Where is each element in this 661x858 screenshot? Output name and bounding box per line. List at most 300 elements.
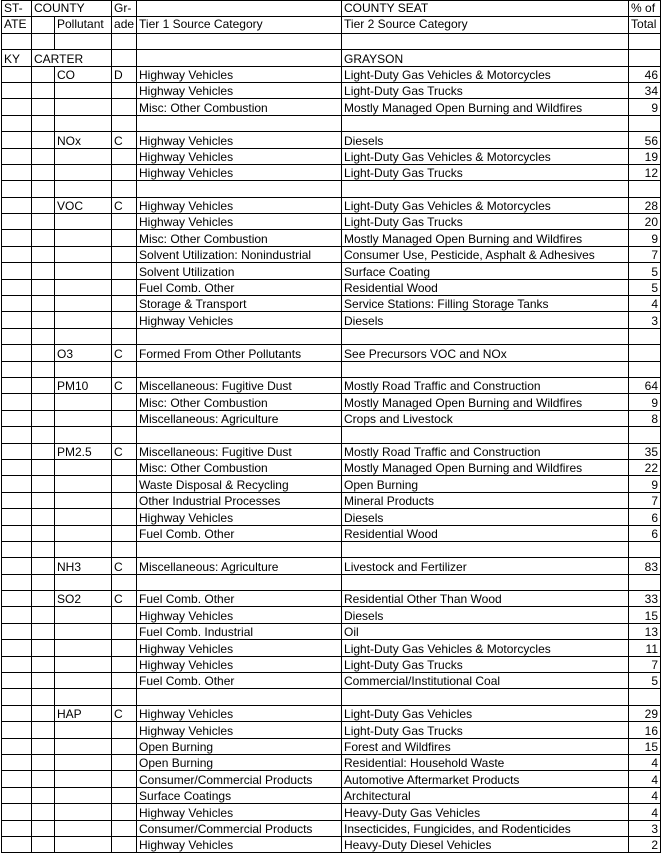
header-row-2	[2, 17, 661, 33]
tier2-cell: Mostly Road Traffic and Construction	[342, 443, 629, 459]
grade-cell	[112, 82, 137, 98]
tier1-cell: Highway Vehicles	[137, 197, 342, 213]
pollutant-cell	[55, 246, 112, 262]
percent-cell: 5	[629, 673, 661, 689]
table-row	[2, 312, 661, 328]
tier1-cell: Highway Vehicles	[137, 82, 342, 98]
tier1-cell: Miscellaneous: Agriculture	[137, 558, 342, 574]
tier1-cell: Open Burning	[137, 738, 342, 754]
state-cell	[2, 410, 32, 426]
tier2-cell: Light-Duty Gas Trucks	[342, 164, 629, 180]
table-row	[2, 607, 661, 623]
percent-cell: 7	[629, 492, 661, 508]
county-cell	[32, 836, 55, 852]
header-blank	[137, 1, 342, 17]
table-row	[2, 673, 661, 689]
spacer-row	[2, 541, 661, 557]
county-seat-cell: GRAYSON	[342, 50, 629, 66]
tier2-cell: Diesels	[342, 607, 629, 623]
table-row	[2, 787, 661, 803]
pollutant-cell	[55, 656, 112, 672]
state-cell	[2, 607, 32, 623]
pollutant-cell	[55, 476, 112, 492]
state-cell	[2, 132, 32, 148]
table-row	[2, 443, 661, 459]
spacer-row	[2, 427, 661, 443]
pollutant-cell	[55, 459, 112, 475]
percent-cell: 9	[629, 394, 661, 410]
county-cell	[32, 230, 55, 246]
table-row	[2, 410, 661, 426]
grade-cell	[112, 804, 137, 820]
grade-cell	[112, 771, 137, 787]
header-county: COUNTY	[32, 1, 112, 17]
state-cell	[2, 263, 32, 279]
grade-cell	[112, 246, 137, 262]
header-percent-top: % of	[629, 1, 661, 17]
county-cell	[32, 623, 55, 639]
pollutant-cell	[55, 754, 112, 770]
table-row	[2, 525, 661, 541]
state-cell	[2, 66, 32, 82]
grade-cell	[112, 459, 137, 475]
county-cell	[32, 296, 55, 312]
table-row	[2, 377, 661, 393]
percent-cell: 11	[629, 640, 661, 656]
grade-cell	[112, 656, 137, 672]
pollutant-cell	[55, 492, 112, 508]
percent-cell: 7	[629, 656, 661, 672]
state-cell	[2, 754, 32, 770]
table-row	[2, 722, 661, 738]
county-cell	[32, 279, 55, 295]
county-cell	[32, 312, 55, 328]
county-cell	[32, 607, 55, 623]
tier1-cell: Highway Vehicles	[137, 722, 342, 738]
state-cell	[2, 771, 32, 787]
percent-cell: 4	[629, 771, 661, 787]
tier1-cell: Misc: Other Combustion	[137, 459, 342, 475]
pollutant-cell	[55, 509, 112, 525]
state-cell	[2, 673, 32, 689]
table-row	[2, 132, 661, 148]
pollutant-cell	[55, 82, 112, 98]
county-cell	[32, 525, 55, 541]
state-cell	[2, 312, 32, 328]
percent-cell	[629, 345, 661, 361]
percent-cell: 2	[629, 836, 661, 852]
percent-cell: 9	[629, 230, 661, 246]
state-cell	[2, 394, 32, 410]
state-cell	[2, 787, 32, 803]
county-cell	[32, 476, 55, 492]
pollutant-cell	[55, 296, 112, 312]
table-row	[2, 492, 661, 508]
table-row	[2, 82, 661, 98]
pollutant-cell	[55, 804, 112, 820]
percent-cell: 46	[629, 66, 661, 82]
header-tier1: Tier 1 Source Category	[137, 17, 342, 33]
tier1-cell: Miscellaneous: Fugitive Dust	[137, 377, 342, 393]
grade-cell	[112, 312, 137, 328]
tier1-cell: Solvent Utilization: Nonindustrial	[137, 246, 342, 262]
table-row	[2, 197, 661, 213]
county-cell	[32, 754, 55, 770]
location-row	[2, 50, 661, 66]
percent-cell: 33	[629, 591, 661, 607]
pollutant-cell: PM10	[55, 377, 112, 393]
table-row	[2, 836, 661, 852]
header-state-top: ST-	[2, 1, 32, 17]
tier2-cell: Diesels	[342, 132, 629, 148]
grade-cell	[112, 214, 137, 230]
county-cell	[32, 164, 55, 180]
pollutant-cell	[55, 836, 112, 852]
table-row	[2, 246, 661, 262]
county-cell	[32, 459, 55, 475]
tier2-cell: Crops and Livestock	[342, 410, 629, 426]
header-tier2: Tier 2 Source Category	[342, 17, 629, 33]
table-row	[2, 738, 661, 754]
tier2-cell: Consumer Use, Pesticide, Asphalt & Adhesives	[342, 246, 629, 262]
pollutant-cell	[55, 820, 112, 836]
percent-cell: 13	[629, 623, 661, 639]
state-cell	[2, 836, 32, 852]
percent-cell: 22	[629, 459, 661, 475]
table-row	[2, 263, 661, 279]
pollutant-cell	[55, 148, 112, 164]
pollutant-cell: PM2.5	[55, 443, 112, 459]
tier1-cell: Misc: Other Combustion	[137, 230, 342, 246]
tier1-cell: Storage & Transport	[137, 296, 342, 312]
tier2-cell: Light-Duty Gas Trucks	[342, 722, 629, 738]
header-pollutant: Pollutant	[55, 17, 112, 33]
percent-cell: 19	[629, 148, 661, 164]
state-cell	[2, 443, 32, 459]
county-cell	[32, 804, 55, 820]
state-cell	[2, 558, 32, 574]
grade-cell	[112, 820, 137, 836]
tier1-cell: Formed From Other Pollutants	[137, 345, 342, 361]
county-cell	[32, 132, 55, 148]
pollutant-cell	[55, 214, 112, 230]
county-cell	[32, 656, 55, 672]
pollutant-cell	[55, 263, 112, 279]
grade-cell	[112, 640, 137, 656]
percent-cell: 3	[629, 820, 661, 836]
tier1-cell: Fuel Comb. Other	[137, 591, 342, 607]
tier2-cell: Mostly Managed Open Burning and Wildfires	[342, 230, 629, 246]
tier1-cell: Highway Vehicles	[137, 640, 342, 656]
grade-cell	[112, 509, 137, 525]
tier2-cell: Service Stations: Filling Storage Tanks	[342, 296, 629, 312]
header-grade-bottom: ade	[112, 17, 137, 33]
grade-cell	[112, 738, 137, 754]
county-cell	[32, 66, 55, 82]
state-cell	[2, 705, 32, 721]
pollutant-cell	[55, 164, 112, 180]
grade-cell	[112, 263, 137, 279]
percent-cell: 16	[629, 722, 661, 738]
grade-cell	[112, 525, 137, 541]
tier2-cell: Architectural	[342, 787, 629, 803]
table-row	[2, 591, 661, 607]
percent-cell: 15	[629, 607, 661, 623]
percent-cell: 56	[629, 132, 661, 148]
grade-cell: C	[112, 705, 137, 721]
percent-cell: 28	[629, 197, 661, 213]
percent-cell: 34	[629, 82, 661, 98]
pollutant-cell	[55, 640, 112, 656]
county-cell	[32, 705, 55, 721]
county-cell	[32, 722, 55, 738]
county-cell	[32, 214, 55, 230]
spacer-row	[2, 328, 661, 344]
tier2-cell: Light-Duty Gas Trucks	[342, 82, 629, 98]
state-cell	[2, 525, 32, 541]
tier2-cell: Automotive Aftermarket Products	[342, 771, 629, 787]
grade-cell	[112, 296, 137, 312]
percent-cell: 35	[629, 443, 661, 459]
table-row	[2, 66, 661, 82]
pollutant-cell	[55, 722, 112, 738]
percent-cell: 83	[629, 558, 661, 574]
spacer-row	[2, 115, 661, 131]
county-cell	[32, 99, 55, 115]
tier2-cell: Oil	[342, 623, 629, 639]
pollutant-cell: NH3	[55, 558, 112, 574]
tier2-cell: Heavy-Duty Gas Vehicles	[342, 804, 629, 820]
tier2-cell: See Precursors VOC and NOx	[342, 345, 629, 361]
grade-cell	[112, 607, 137, 623]
pollutant-cell	[55, 623, 112, 639]
county-cell	[32, 787, 55, 803]
state-cell	[2, 230, 32, 246]
pollutant-cell: VOC	[55, 197, 112, 213]
tier1-cell: Fuel Comb. Industrial	[137, 623, 342, 639]
table-row	[2, 296, 661, 312]
pollutant-cell	[55, 673, 112, 689]
grade-cell	[112, 492, 137, 508]
county-cell	[32, 394, 55, 410]
tier1-cell: Highway Vehicles	[137, 705, 342, 721]
pollutant-cell: HAP	[55, 705, 112, 721]
tier1-cell: Other Industrial Processes	[137, 492, 342, 508]
state-cell	[2, 804, 32, 820]
state-cell	[2, 345, 32, 361]
tier1-cell: Surface Coatings	[137, 787, 342, 803]
grade-cell	[112, 279, 137, 295]
table-row	[2, 754, 661, 770]
pollutant-cell	[55, 99, 112, 115]
county-cell	[32, 82, 55, 98]
grade-cell	[112, 787, 137, 803]
pollutant-cell	[55, 525, 112, 541]
tier2-cell: Insecticides, Fungicides, and Rodenticides	[342, 820, 629, 836]
spacer-row	[2, 689, 661, 705]
grade-cell	[112, 164, 137, 180]
tier1-cell: Miscellaneous: Agriculture	[137, 410, 342, 426]
tier1-cell: Highway Vehicles	[137, 656, 342, 672]
pollutant-cell	[55, 738, 112, 754]
grade-cell: C	[112, 443, 137, 459]
tier1-cell: Waste Disposal & Recycling	[137, 476, 342, 492]
percent-cell: 7	[629, 246, 661, 262]
state-cell	[2, 164, 32, 180]
grade-cell	[112, 722, 137, 738]
pollutant-cell: NOx	[55, 132, 112, 148]
table-row	[2, 148, 661, 164]
county-cell	[32, 443, 55, 459]
tier2-cell: Light-Duty Gas Vehicles & Motorcycles	[342, 66, 629, 82]
table-row	[2, 705, 661, 721]
percent-cell: 4	[629, 787, 661, 803]
tier1-cell: Fuel Comb. Other	[137, 525, 342, 541]
state-cell	[2, 492, 32, 508]
tier2-cell: Mostly Road Traffic and Construction	[342, 377, 629, 393]
tier1-cell: Fuel Comb. Other	[137, 279, 342, 295]
percent-cell: 15	[629, 738, 661, 754]
percent-cell: 12	[629, 164, 661, 180]
tier2-cell: Heavy-Duty Diesel Vehicles	[342, 836, 629, 852]
tier2-cell: Mineral Products	[342, 492, 629, 508]
header-state-bottom: ATE	[2, 17, 32, 33]
percent-cell: 5	[629, 263, 661, 279]
pollutant-cell: SO2	[55, 591, 112, 607]
percent-cell: 64	[629, 377, 661, 393]
percent-cell: 6	[629, 509, 661, 525]
header-percent-bottom: Total	[629, 17, 661, 33]
grade-cell	[112, 410, 137, 426]
tier2-cell: Residential Wood	[342, 279, 629, 295]
grade-cell	[112, 673, 137, 689]
tier2-cell: Commercial/Institutional Coal	[342, 673, 629, 689]
percent-cell: 6	[629, 525, 661, 541]
pollutant-cell	[55, 394, 112, 410]
county-cell	[32, 558, 55, 574]
table-row	[2, 459, 661, 475]
spacer-row	[2, 574, 661, 590]
tier2-cell: Residential Wood	[342, 525, 629, 541]
tier1-cell: Highway Vehicles	[137, 607, 342, 623]
table-row	[2, 164, 661, 180]
state-cell	[2, 722, 32, 738]
tier2-cell: Surface Coating	[342, 263, 629, 279]
percent-cell: 5	[629, 279, 661, 295]
pollutant-cell	[55, 230, 112, 246]
spacer-row	[2, 33, 661, 49]
percent-cell: 4	[629, 296, 661, 312]
grade-cell: C	[112, 345, 137, 361]
table-row	[2, 771, 661, 787]
table-row	[2, 640, 661, 656]
tier1-cell: Misc: Other Combustion	[137, 99, 342, 115]
table-row	[2, 345, 661, 361]
county-cell	[32, 640, 55, 656]
county-cell	[32, 148, 55, 164]
tier1-cell: Highway Vehicles	[137, 148, 342, 164]
tier1-cell: Highway Vehicles	[137, 804, 342, 820]
tier2-cell: Light-Duty Gas Vehicles & Motorcycles	[342, 148, 629, 164]
tier1-cell: Consumer/Commercial Products	[137, 771, 342, 787]
county-cell	[32, 673, 55, 689]
tier1-cell: Highway Vehicles	[137, 214, 342, 230]
state-cell	[2, 623, 32, 639]
state-cell	[2, 246, 32, 262]
county-cell: CARTER	[32, 50, 112, 66]
county-cell	[32, 771, 55, 787]
county-cell	[32, 591, 55, 607]
grade-cell: D	[112, 66, 137, 82]
tier2-cell: Livestock and Fertilizer	[342, 558, 629, 574]
table-row	[2, 99, 661, 115]
percent-cell: 4	[629, 754, 661, 770]
tier2-cell: Light-Duty Gas Vehicles & Motorcycles	[342, 197, 629, 213]
state-cell	[2, 656, 32, 672]
pollutant-cell	[55, 279, 112, 295]
pollutant-cell: O3	[55, 345, 112, 361]
state-cell	[2, 279, 32, 295]
tier1-cell: Fuel Comb. Other	[137, 673, 342, 689]
percent-cell: 9	[629, 476, 661, 492]
tier2-cell: Residential: Household Waste	[342, 754, 629, 770]
percent-cell: 9	[629, 99, 661, 115]
emissions-table	[1, 0, 661, 853]
grade-cell	[112, 148, 137, 164]
pollutant-cell	[55, 787, 112, 803]
percent-cell: 4	[629, 804, 661, 820]
table-row	[2, 476, 661, 492]
state-cell	[2, 377, 32, 393]
county-cell	[32, 509, 55, 525]
tier2-cell: Light-Duty Gas Vehicles	[342, 705, 629, 721]
table-row	[2, 230, 661, 246]
tier2-cell: Light-Duty Gas Trucks	[342, 656, 629, 672]
tier2-cell: Mostly Managed Open Burning and Wildfires	[342, 99, 629, 115]
county-cell	[32, 263, 55, 279]
tier1-cell: Open Burning	[137, 754, 342, 770]
table-row	[2, 804, 661, 820]
tier1-cell: Highway Vehicles	[137, 312, 342, 328]
percent-cell: 20	[629, 214, 661, 230]
grade-cell: C	[112, 558, 137, 574]
state-cell	[2, 214, 32, 230]
state-cell	[2, 509, 32, 525]
state-cell	[2, 296, 32, 312]
grade-cell	[112, 230, 137, 246]
header-row-1	[2, 1, 661, 17]
percent-cell: 8	[629, 410, 661, 426]
spacer-row	[2, 361, 661, 377]
county-cell	[32, 738, 55, 754]
table-row	[2, 509, 661, 525]
pollutant-cell	[55, 410, 112, 426]
tier1-cell: Miscellaneous: Fugitive Dust	[137, 443, 342, 459]
header-grade-top: Gr-	[112, 1, 137, 17]
spacer-row	[2, 181, 661, 197]
tier1-cell: Highway Vehicles	[137, 66, 342, 82]
table-row	[2, 394, 661, 410]
tier1-cell: Consumer/Commercial Products	[137, 820, 342, 836]
state-cell	[2, 459, 32, 475]
state-cell	[2, 738, 32, 754]
grade-cell	[112, 476, 137, 492]
grade-cell	[112, 836, 137, 852]
header-county-blank	[32, 17, 55, 33]
tier1-cell: Highway Vehicles	[137, 836, 342, 852]
tier2-cell: Open Burning	[342, 476, 629, 492]
county-cell	[32, 492, 55, 508]
